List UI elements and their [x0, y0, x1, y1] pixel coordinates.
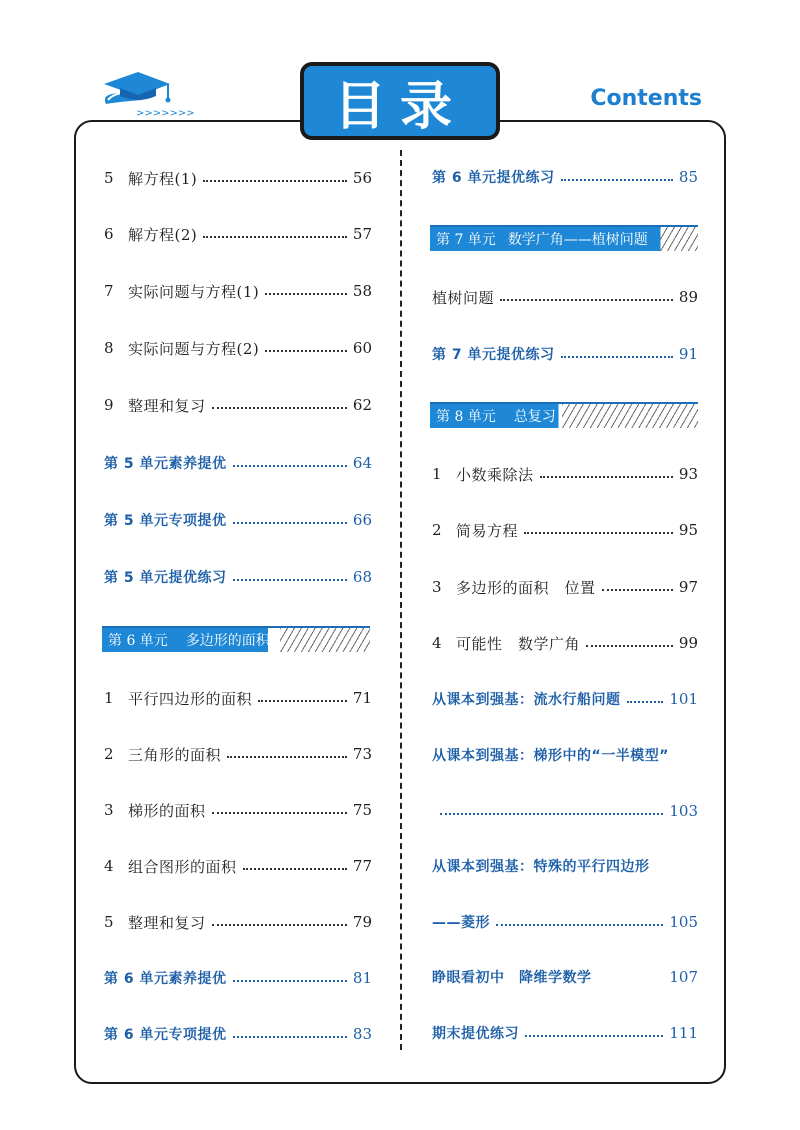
page-number: 62	[352, 396, 372, 414]
toc-highlight-entry-continuation[interactable]: ——菱形 105	[432, 913, 698, 931]
toc-highlight-entry[interactable]: 期末提优练习 111	[432, 1024, 698, 1042]
toc-entry[interactable]: 7 实际问题与方程(1) 58	[104, 282, 372, 301]
page-number: 68	[352, 568, 372, 586]
toc-entry[interactable]: 2 三角形的面积 73	[104, 745, 372, 764]
svg-text:>>>>>>>: >>>>>>>	[136, 108, 195, 119]
page-number: 97	[678, 578, 698, 596]
toc-entry[interactable]: 4 组合图形的面积 77	[104, 857, 372, 876]
page-number: 58	[352, 282, 372, 300]
page-number: 103	[669, 802, 698, 820]
toc-highlight-entry[interactable]: 第 6 单元提优练习 85	[432, 168, 698, 186]
toc-entry[interactable]: 3 多边形的面积 位置 97	[432, 578, 698, 597]
toc-highlight-entry[interactable]: 第 7 单元提优练习 91	[432, 345, 698, 363]
toc-entry[interactable]: 9 整理和复习 62	[104, 396, 372, 415]
toc-entry[interactable]: 8 实际问题与方程(2) 60	[104, 339, 372, 358]
toc-highlight-entry[interactable]: 第 5 单元提优练习 68	[104, 568, 372, 586]
toc-highlight-entry[interactable]: 睁眼看初中 降维学数学 107	[432, 968, 698, 986]
page-number: 111	[669, 1024, 698, 1042]
toc-highlight-entry[interactable]: 第 5 单元专项提优 66	[104, 511, 372, 529]
page-number: 85	[678, 168, 698, 186]
toc-entry[interactable]: 5 整理和复习 79	[104, 913, 372, 932]
unit-8-header: 第 8 单元 总复习	[430, 402, 698, 428]
toc-entry[interactable]: 3 梯形的面积 75	[104, 801, 372, 820]
toc-entry[interactable]: 4 可能性 数学广角 99	[432, 634, 698, 653]
toc-highlight-entry[interactable]: 第 5 单元素养提优 64	[104, 454, 372, 472]
page-number: 60	[352, 339, 372, 357]
page-number: 75	[352, 801, 372, 819]
page-number: 93	[678, 465, 698, 483]
page-number: 77	[352, 857, 372, 875]
page-number: 89	[678, 288, 698, 306]
toc-highlight-entry-continuation[interactable]	[432, 798, 698, 824]
unit-7-header: 第 7 单元 数学广角——植树问题	[430, 225, 698, 251]
toc-highlight-entry[interactable]: 第 6 单元素养提优 81	[104, 969, 372, 987]
page-number: 81	[352, 969, 372, 987]
toc-entry[interactable]: 1 小数乘除法 93	[432, 465, 698, 484]
page-number: 91	[678, 345, 698, 363]
unit-6-header: 第 6 单元 多边形的面积	[102, 626, 370, 652]
page-number: 83	[352, 1025, 372, 1043]
page-number: 99	[678, 634, 698, 652]
toc-entry[interactable]: 1 平行四边形的面积 71	[104, 689, 372, 708]
column-divider	[400, 150, 402, 1050]
page-number: 56	[352, 169, 372, 187]
page-number: 66	[352, 511, 372, 529]
page-number: 95	[678, 521, 698, 539]
page-title: 目录	[300, 62, 500, 140]
page-number: 107	[669, 968, 698, 986]
page-number: 71	[352, 689, 372, 707]
page-number: 57	[352, 225, 372, 243]
page-number: 64	[352, 454, 372, 472]
page-number: 79	[352, 913, 372, 931]
graduation-cap-icon	[98, 70, 195, 119]
page-subtitle: Contents	[590, 86, 702, 111]
toc-highlight-entry[interactable]: 第 6 单元专项提优 83	[104, 1025, 372, 1043]
page-number: 105	[669, 913, 698, 931]
toc-highlight-entry-title[interactable]: 从课本到强基：特殊的平行四边形	[432, 859, 650, 875]
toc-highlight-entry[interactable]: 从课本到强基：流水行船问题 101	[432, 690, 698, 708]
toc-highlight-entry-title[interactable]: 从课本到强基：梯形中的“一半模型”	[432, 748, 669, 764]
page-number: 101	[669, 690, 698, 708]
toc-entry[interactable]: 2 简易方程 95	[432, 521, 698, 540]
toc-entry[interactable]: 5 解方程(1) 56	[104, 169, 372, 188]
page-number: 73	[352, 745, 372, 763]
toc-entry[interactable]: 6 解方程(2) 57	[104, 225, 372, 244]
toc-entry[interactable]: 植树问题 89	[432, 288, 698, 307]
